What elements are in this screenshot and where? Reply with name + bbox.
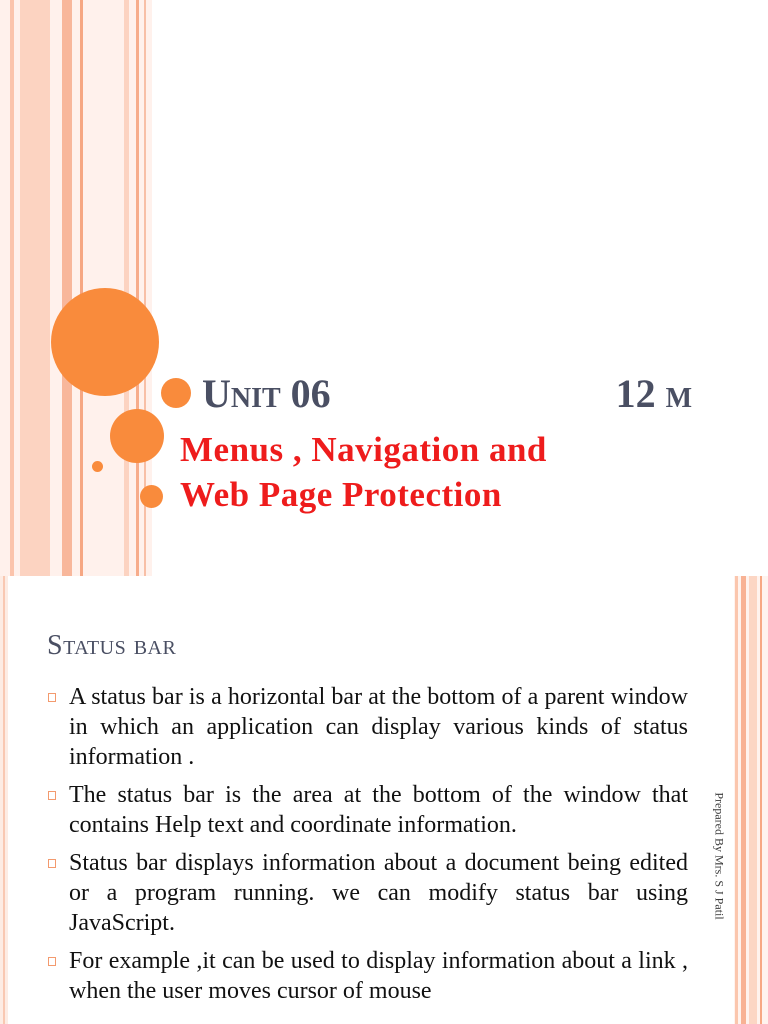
decorative-stripe [741, 576, 746, 1024]
unit-title: Unit 06 [202, 371, 331, 416]
bullet-list [48, 682, 688, 1014]
author-footer-text: Prepared By Mrs. S J Patil [712, 792, 727, 920]
bullet-text: A status bar is a horizontal bar at the bottom of a parent window in which an application can display various kinds of status information . [69, 684, 688, 770]
decorative-circle-large [51, 288, 159, 396]
marks-label: 12 m [615, 371, 692, 416]
slide-subtitle [180, 427, 740, 517]
subtitle-line-2: Web Page Protection [180, 475, 502, 514]
square-bullet-icon [48, 957, 56, 966]
bullet-text: Status bar displays information about a document being edited or a program running. we can modify status bar using JavaScript. [69, 850, 688, 936]
subtitle-bullet-icon [140, 485, 163, 508]
subtitle-line-1: Menus , Navigation and [180, 430, 547, 469]
decorative-stripe [10, 0, 14, 576]
decorative-stripe [20, 0, 50, 576]
bullet-text: For example ,it can be used to display information about a link , when the user moves cursor of mouse [69, 948, 688, 1004]
decorative-stripe [62, 0, 72, 576]
slide-heading: Status bar [47, 630, 177, 661]
author-footer [708, 776, 730, 936]
decorative-stripe [735, 576, 738, 1024]
bullet-item [48, 780, 688, 840]
square-bullet-icon [48, 693, 56, 702]
decorative-stripe [760, 576, 762, 1024]
decorative-circle-tiny [92, 461, 103, 472]
decorative-stripe [749, 576, 757, 1024]
decorative-stripe-left-inner [3, 576, 5, 1024]
bullet-item [48, 946, 688, 1006]
decorative-stripe [80, 0, 83, 576]
square-bullet-icon [48, 791, 56, 800]
bullet-text: The status bar is the area at the bottom of the window that contains Help text and coordinate information. [69, 782, 688, 838]
bullet-item [48, 682, 688, 772]
square-bullet-icon [48, 859, 56, 868]
decorative-stripe [136, 0, 139, 576]
title-bullet-icon [161, 378, 191, 408]
slide-title [202, 366, 692, 422]
content-slide [0, 576, 768, 1024]
bullet-item [48, 848, 688, 938]
decorative-stripe [124, 0, 129, 576]
decorative-circle-medium [110, 409, 164, 463]
